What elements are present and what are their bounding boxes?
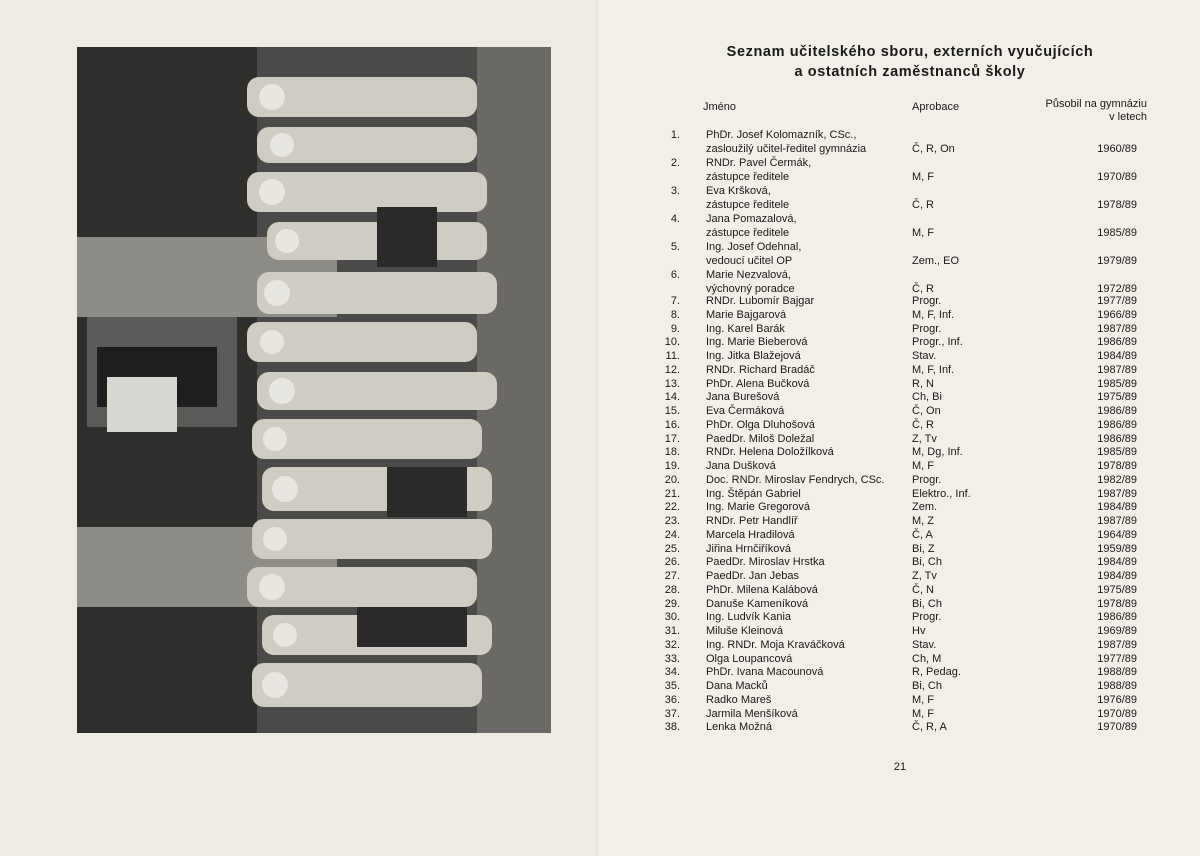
entry-years: 1985/89 bbox=[1097, 377, 1137, 390]
entry-number: 9. bbox=[670, 322, 680, 335]
entry-role: výchovný poradce bbox=[706, 283, 795, 295]
entry-name: RNDr. Pavel Čermák, bbox=[706, 157, 812, 169]
entry-years: 1975/89 bbox=[1097, 583, 1137, 596]
entry-name: Jiřina Hrnčiříková bbox=[706, 542, 791, 555]
entry-number: 34. bbox=[664, 666, 680, 679]
entry-name: Ing. Štěpán Gabriel bbox=[706, 487, 801, 500]
entry-number: 36. bbox=[664, 693, 680, 706]
entry-number: 8. bbox=[670, 308, 680, 321]
column-header-aprobace: Aprobace bbox=[912, 101, 960, 113]
entry-number: 37. bbox=[664, 707, 680, 720]
entry-years: 1970/89 bbox=[1097, 171, 1137, 183]
entry-number: 11. bbox=[665, 350, 680, 362]
entry-number: 5. bbox=[670, 241, 680, 253]
entry-aprobace: Progr. bbox=[912, 611, 942, 624]
entry-years: 1975/89 bbox=[1097, 391, 1137, 404]
entry-aprobace: Bi, Ch bbox=[912, 556, 942, 569]
entry-aprobace: Č, R, On bbox=[912, 143, 955, 155]
entry-aprobace: M, F bbox=[912, 693, 934, 706]
entry-name: RNDr. Lubomír Bajgar bbox=[706, 295, 815, 307]
entry-years: 1982/89 bbox=[1097, 473, 1137, 486]
entry-years: 1985/89 bbox=[1097, 446, 1137, 459]
entry-number: 13. bbox=[664, 377, 680, 390]
entry-name: PhDr. Josef Kolomazník, CSc., bbox=[706, 129, 857, 141]
entry-aprobace: Č, R bbox=[912, 283, 934, 295]
entry-years: 1978/89 bbox=[1097, 597, 1137, 610]
entry-aprobace: Bi, Z bbox=[912, 542, 935, 555]
entry-name: PaedDr. Jan Jebas bbox=[706, 570, 799, 582]
entry-number: 22. bbox=[664, 501, 680, 514]
entry-number: 4. bbox=[670, 213, 680, 225]
entry-name: RNDr. Richard Bradáč bbox=[706, 363, 815, 376]
entry-role: zástupce ředitele bbox=[706, 199, 790, 211]
entry-aprobace: Elektro., Inf. bbox=[912, 487, 971, 500]
title-line-1: Seznam učitelského sboru, externích vyučujících bbox=[726, 44, 1094, 60]
entry-aprobace: Z, Tv bbox=[912, 432, 937, 445]
entry-years: 1978/89 bbox=[1097, 199, 1137, 211]
entry-number: 12. bbox=[664, 363, 680, 376]
entry-name: Ing. Karel Barák bbox=[706, 322, 785, 335]
entry-name: Jana Dušková bbox=[706, 460, 776, 472]
entry-number: 26. bbox=[664, 556, 680, 569]
entry-number: 19. bbox=[664, 460, 680, 472]
entry-name: Marie Nezvalová, bbox=[706, 269, 791, 281]
entry-name: PhDr. Milena Kalábová bbox=[706, 583, 818, 596]
entry-number: 32. bbox=[664, 638, 680, 651]
entry-years: 1970/89 bbox=[1097, 721, 1137, 734]
entry-name: Ing. Jitka Blažejová bbox=[706, 350, 801, 362]
entry-name: Ing. Josef Odehnal, bbox=[706, 241, 802, 253]
entry-years: 1987/89 bbox=[1097, 515, 1137, 527]
entry-aprobace: Progr., Inf. bbox=[912, 336, 963, 349]
entry-years: 1987/89 bbox=[1097, 638, 1137, 651]
entry-number: 15. bbox=[664, 405, 680, 417]
entry-number: 33. bbox=[664, 652, 680, 665]
entry-name: Danuše Kameníková bbox=[706, 597, 809, 610]
entry-aprobace: Ch, M bbox=[912, 652, 942, 665]
entry-years: 1986/89 bbox=[1097, 432, 1137, 445]
entry-aprobace: Progr. bbox=[912, 295, 942, 307]
entry-number: 30. bbox=[664, 611, 680, 624]
entry-name: RNDr. Helena Doložílková bbox=[706, 446, 834, 459]
entry-number: 20. bbox=[664, 473, 680, 486]
entry-aprobace: Bi, Ch bbox=[912, 597, 942, 610]
entry-aprobace: M, F bbox=[912, 171, 934, 183]
entry-years: 1970/89 bbox=[1097, 707, 1137, 720]
entry-name: Lenka Možná bbox=[706, 721, 773, 734]
entry-years: 1986/89 bbox=[1097, 611, 1137, 624]
entry-years: 1964/89 bbox=[1097, 528, 1137, 541]
entry-years: 1988/89 bbox=[1097, 680, 1137, 692]
entry-name: PhDr. Ivana Macounová bbox=[706, 666, 824, 679]
entry-aprobace: Zem. bbox=[912, 501, 938, 514]
entry-years: 1972/89 bbox=[1097, 283, 1137, 295]
page-number: 21 bbox=[893, 761, 907, 773]
entry-years: 1966/89 bbox=[1097, 308, 1137, 321]
entry-years: 1984/89 bbox=[1097, 501, 1137, 514]
entry-number: 3. bbox=[670, 185, 680, 197]
entry-aprobace: Progr. bbox=[912, 322, 942, 335]
entry-number: 28. bbox=[664, 583, 680, 596]
entry-name: Ing. Marie Gregorová bbox=[706, 501, 810, 514]
title-line-2: a ostatních zaměstnanců školy bbox=[794, 64, 1026, 80]
entry-name: Marcela Hradilová bbox=[706, 528, 795, 541]
entry-years: 1988/89 bbox=[1097, 666, 1137, 679]
entry-years: 1984/89 bbox=[1097, 556, 1137, 569]
entry-years: 1978/89 bbox=[1097, 460, 1137, 472]
entry-role: vedoucí učitel OP bbox=[706, 255, 793, 267]
entry-role: zasloužilý učitel-ředitel gymnázia bbox=[706, 143, 867, 155]
entry-years: 1984/89 bbox=[1097, 350, 1137, 362]
entry-name: Doc. RNDr. Miroslav Fendrych, CSc. bbox=[706, 473, 885, 486]
entry-aprobace: M, F bbox=[912, 707, 934, 720]
entry-name: Radko Mareš bbox=[706, 693, 772, 706]
entry-aprobace: Hv bbox=[912, 625, 926, 637]
entry-number: 16. bbox=[664, 418, 680, 431]
entry-years: 1984/89 bbox=[1097, 570, 1137, 582]
entry-years: 1986/89 bbox=[1097, 336, 1137, 349]
entry-name: Eva Kršková, bbox=[706, 185, 771, 197]
entry-aprobace: Z, Tv bbox=[912, 570, 937, 582]
entry-number: 38. bbox=[664, 721, 680, 734]
entry-years: 1976/89 bbox=[1097, 693, 1137, 706]
entry-aprobace: Zem., EO bbox=[912, 255, 960, 267]
entry-aprobace: Stav. bbox=[912, 350, 937, 362]
entry-number: 21. bbox=[664, 487, 680, 500]
entry-aprobace: M, F, Inf. bbox=[912, 308, 955, 321]
entry-years: 1985/89 bbox=[1097, 227, 1137, 239]
entry-years: 1960/89 bbox=[1097, 143, 1137, 155]
entry-aprobace: M, F, Inf. bbox=[912, 363, 955, 376]
group-photo bbox=[77, 47, 551, 733]
entry-number: 10. bbox=[664, 336, 680, 349]
entry-years: 1977/89 bbox=[1097, 295, 1137, 307]
entry-name: Dana Macků bbox=[706, 680, 768, 692]
entry-number: 31. bbox=[664, 625, 680, 637]
entry-aprobace: Progr. bbox=[912, 473, 942, 486]
entry-name: Jana Pomazalová, bbox=[706, 213, 797, 225]
entry-aprobace: M, Dg, Inf. bbox=[912, 446, 963, 459]
entry-aprobace: Č, R bbox=[912, 418, 934, 431]
entry-years: 1987/89 bbox=[1097, 487, 1137, 500]
entry-name: PaedDr. Miroslav Hrstka bbox=[706, 556, 825, 569]
entry-years: 1977/89 bbox=[1097, 652, 1137, 665]
entry-number: 2. bbox=[670, 157, 680, 169]
entry-name: Eva Čermáková bbox=[706, 405, 785, 417]
entry-name: PhDr. Alena Bučková bbox=[706, 377, 810, 390]
column-header-name: Jméno bbox=[703, 101, 737, 113]
entry-number: 18. bbox=[664, 446, 680, 459]
entry-number: 29. bbox=[664, 597, 680, 610]
column-header-years bbox=[1000, 98, 1147, 124]
entry-role: zástupce ředitele bbox=[706, 171, 790, 183]
entry-years: 1979/89 bbox=[1097, 255, 1137, 267]
entry-role: zástupce ředitele bbox=[706, 227, 790, 239]
entry-aprobace: M, F bbox=[912, 227, 934, 239]
entry-name: Miluše Kleinová bbox=[706, 625, 784, 637]
entry-number: 25. bbox=[664, 542, 680, 555]
column-header-years-line-1: Působil na gymnáziu bbox=[1045, 98, 1147, 110]
entry-aprobace: Bi, Ch bbox=[912, 680, 942, 692]
entry-aprobace: Č, A bbox=[912, 528, 933, 541]
entry-name: Ing. Ludvík Kania bbox=[706, 611, 792, 624]
entry-years: 1959/89 bbox=[1097, 542, 1137, 555]
entry-name: Ing. RNDr. Moja Kraváčková bbox=[706, 638, 845, 651]
entry-number: 7. bbox=[670, 295, 680, 307]
entry-name: PaedDr. Miloš Doležal bbox=[706, 432, 815, 445]
entry-aprobace: R, N bbox=[912, 377, 934, 390]
column-header-years-line-2: v letech bbox=[1109, 111, 1147, 123]
entry-years: 1986/89 bbox=[1097, 405, 1137, 417]
entry-aprobace: Č, On bbox=[912, 405, 941, 417]
entry-aprobace: Č, R, A bbox=[912, 721, 947, 734]
entry-years: 1987/89 bbox=[1097, 363, 1137, 376]
entry-name: PhDr. Olga Dluhošová bbox=[706, 418, 815, 431]
entry-name: Olga Loupancová bbox=[706, 652, 793, 665]
entry-number: 14. bbox=[664, 391, 680, 404]
entry-number: 35. bbox=[664, 680, 680, 692]
entry-number: 6. bbox=[670, 269, 680, 281]
entry-aprobace: Ch, Bi bbox=[912, 391, 942, 404]
entry-aprobace: Stav. bbox=[912, 638, 937, 651]
entry-years: 1987/89 bbox=[1097, 322, 1137, 335]
entry-aprobace: M, Z bbox=[912, 515, 934, 527]
entry-aprobace: R, Pedag. bbox=[912, 666, 961, 679]
entry-name: Jarmila Menšíková bbox=[706, 707, 798, 720]
entry-number: 17. bbox=[664, 432, 680, 445]
entry-number: 24. bbox=[664, 528, 680, 541]
entry-number: 27. bbox=[664, 570, 680, 582]
entry-number: 1. bbox=[670, 129, 680, 141]
entry-aprobace: M, F bbox=[912, 460, 934, 472]
entry-aprobace: Č, N bbox=[912, 583, 934, 596]
entry-years: 1969/89 bbox=[1097, 625, 1137, 637]
page-title bbox=[650, 42, 1170, 82]
entry-name: Jana Burešová bbox=[706, 391, 780, 404]
entry-name: Marie Bajgarová bbox=[706, 308, 787, 321]
entry-name: Ing. Marie Bieberová bbox=[706, 336, 808, 349]
entry-years: 1986/89 bbox=[1097, 418, 1137, 431]
entry-name: RNDr. Petr Handlíř bbox=[706, 515, 798, 527]
entry-number: 23. bbox=[664, 515, 680, 527]
entry-aprobace: Č, R bbox=[912, 199, 934, 211]
